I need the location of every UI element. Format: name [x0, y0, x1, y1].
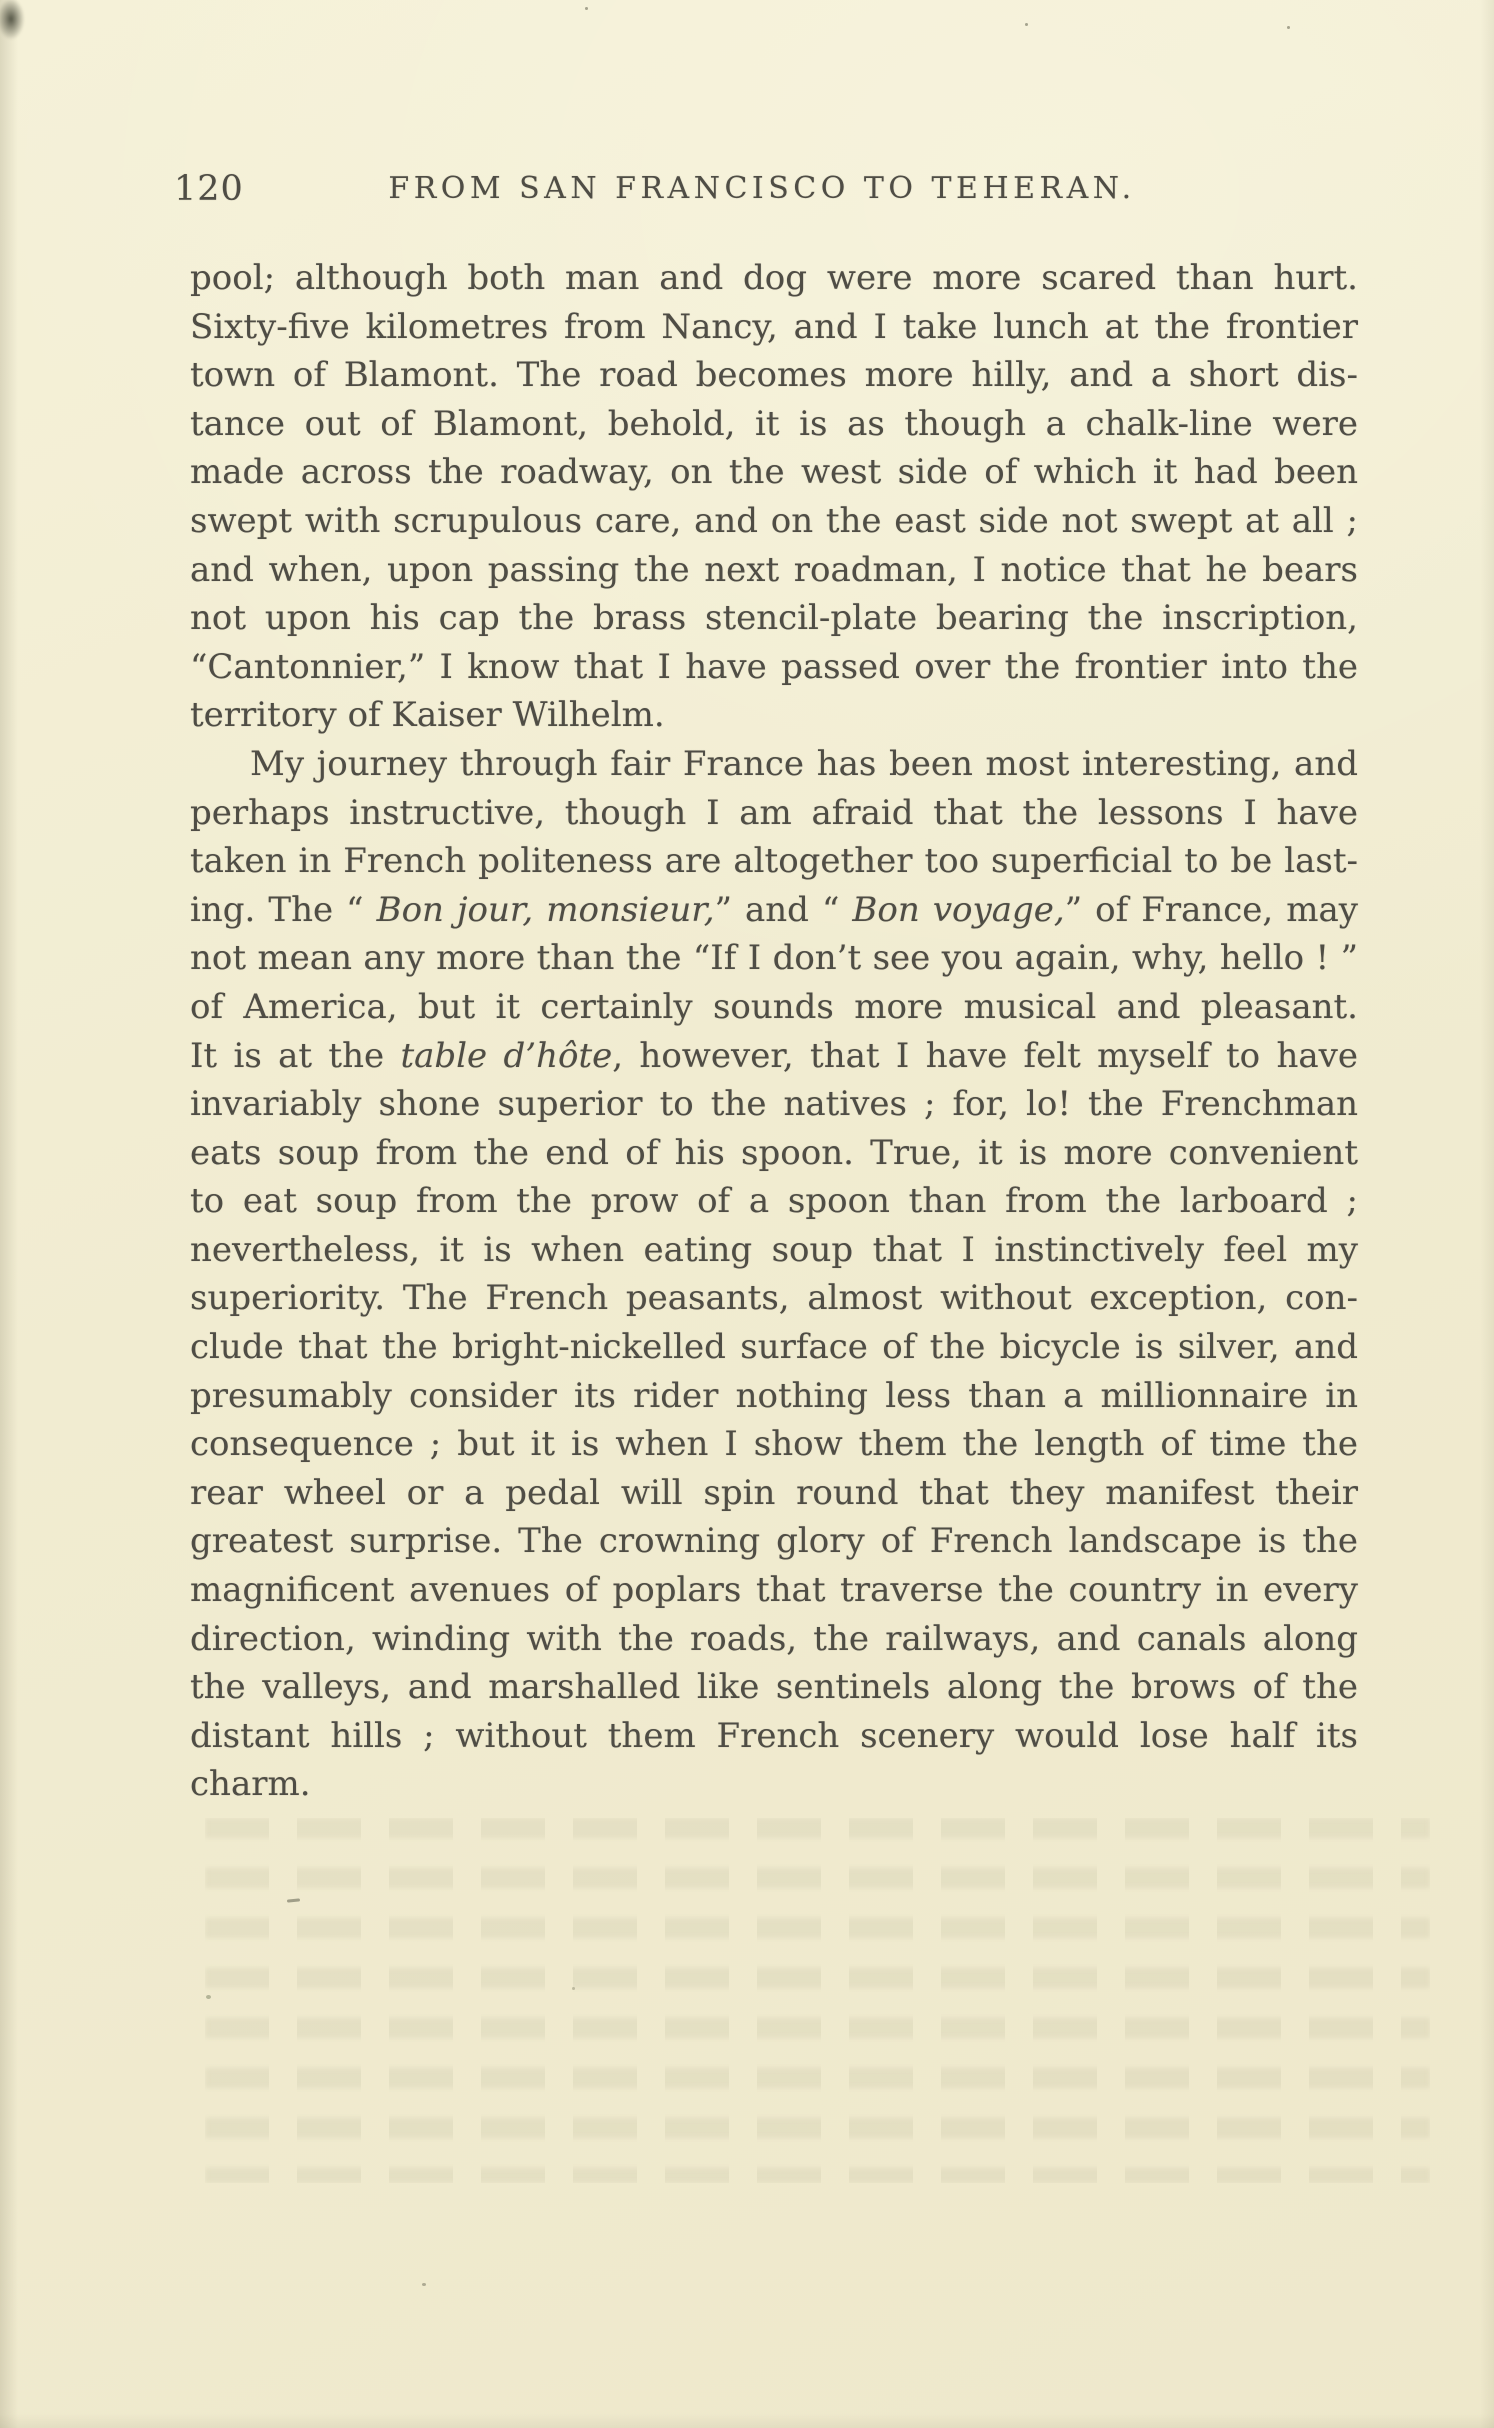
text-segment: clude that the bright-nickelled surface of the bicycle is silver, and [190, 1327, 1358, 1368]
text-line [190, 740, 1358, 789]
dust-speck [585, 7, 588, 10]
text-segment: and when, upon passing the next roadman, I notice that he bears [190, 549, 1358, 590]
text-segment: magnificent avenues of poplars that traverse the country in every [190, 1570, 1358, 1611]
text-segment: presumably consider its rider nothing less than a millionnaire in [190, 1375, 1358, 1416]
text-line [190, 691, 1358, 740]
text-segment: pool; although both man and dog were more scared than hurt. [190, 258, 1358, 298]
scan-corner-smudge [0, 0, 30, 48]
scan-edge-shadow-left [0, 0, 18, 2428]
text-line [190, 254, 1358, 303]
text-segment: not mean any more than the “If I don’t see you again, why, hello ! ” [190, 938, 1358, 979]
text-segment: not upon his cap the brass stencil-plate bearing the inscription, [190, 598, 1358, 639]
text-segment: My journey through fair France has been most interesting, and [250, 743, 1358, 784]
verso-bleedthrough-ghost-text [205, 1818, 1430, 2183]
text-segment: nevertheless, it is when eating soup that I instinctively feel my [190, 1229, 1358, 1270]
text-segment: “Cantonnier,” I know that I have passed over the frontier into the [190, 646, 1358, 687]
text-segment: charm. [190, 1764, 311, 1805]
text-line [190, 1615, 1358, 1664]
text-line [190, 1226, 1358, 1275]
text-segment: swept with scrupulous care, and on the east side not swept at all ; [190, 500, 1358, 541]
text-segment: ing. The “ [190, 889, 377, 930]
text-line [190, 1032, 1358, 1081]
running-title: FROM SAN FRANCISCO TO TEHERAN. [388, 171, 1136, 206]
dust-speck [1287, 26, 1290, 29]
text-line [190, 1323, 1358, 1372]
text-segment: superiority. The French peasants, almost without exception, con- [190, 1278, 1358, 1319]
text-segment: Bon voyage, [852, 889, 1065, 930]
text-line [190, 1080, 1358, 1129]
text-segment: ” of France, may [1064, 889, 1358, 930]
text-segment: to eat soup from the prow of a spoon than from the larboard ; [190, 1181, 1358, 1222]
text-line [190, 837, 1358, 886]
text-segment: the valleys, and marshalled like sentinels along the brows of the [190, 1667, 1358, 1708]
dust-speck [1025, 23, 1028, 26]
text-line [190, 1469, 1358, 1518]
text-line [190, 886, 1358, 935]
text-segment: tance out of Blamont, behold, it is as though a chalk-line were [190, 403, 1358, 444]
text-line [190, 1372, 1358, 1421]
text-line [190, 1274, 1358, 1323]
text-segment: made across the roadway, on the west side of which it had been [190, 452, 1358, 493]
text-segment: territory of Kaiser Wilhelm. [190, 695, 665, 736]
text-line [190, 643, 1358, 692]
text-line [190, 1517, 1358, 1566]
text-line [190, 448, 1358, 497]
running-head [174, 168, 1358, 216]
scan-edge-shadow-bottom [0, 2414, 1494, 2428]
text-segment: perhaps instructive, though I am afraid that the lessons I have [190, 792, 1358, 833]
scan-edge-shadow-right [1480, 0, 1494, 2428]
text-line [190, 789, 1358, 838]
text-segment: direction, winding with the roads, the railways, and canals along [190, 1618, 1358, 1659]
text-line [190, 934, 1358, 983]
text-line [190, 1177, 1358, 1226]
text-segment: town of Blamont. The road becomes more hilly, and a short dis- [190, 355, 1358, 396]
body-text-block [190, 254, 1358, 1809]
text-segment: table d’hôte [400, 1035, 613, 1076]
text-line [190, 1566, 1358, 1615]
text-line [190, 400, 1358, 449]
dust-speck [572, 1987, 575, 1990]
text-line [190, 1129, 1358, 1178]
text-segment: of America, but it certainly sounds more musical and pleasant. [190, 986, 1358, 1027]
text-line [190, 303, 1358, 352]
text-line [190, 1760, 1358, 1809]
text-line [190, 1663, 1358, 1712]
text-line [190, 546, 1358, 595]
text-segment: Bon jour, monsieur, [376, 889, 715, 930]
text-segment: ” and “ [714, 889, 853, 930]
text-line [190, 351, 1358, 400]
text-segment: eats soup from the end of his spoon. True, it is more convenient [190, 1132, 1358, 1173]
text-line [190, 594, 1358, 643]
text-line [190, 1420, 1358, 1469]
text-segment: , however, that I have felt myself to have [612, 1035, 1358, 1076]
page-number: 120 [174, 169, 244, 209]
text-segment: invariably shone superior to the natives ; for, lo! the Frenchman [190, 1084, 1358, 1125]
text-segment: taken in French politeness are altogether too superficial to be last- [190, 841, 1358, 882]
text-segment: consequence ; but it is when I show them the length of time the [190, 1424, 1358, 1465]
text-segment: greatest surprise. The crowning glory of French landscape is the [190, 1521, 1358, 1562]
dust-speck [422, 2283, 426, 2286]
text-segment: Sixty-five kilometres from Nancy, and I take lunch at the frontier [190, 306, 1358, 347]
text-segment: rear wheel or a pedal will spin round that they manifest their [190, 1472, 1358, 1513]
text-segment: distant hills ; without them French scenery would lose half its [190, 1715, 1358, 1756]
text-segment: It is at the [190, 1035, 401, 1076]
text-line [190, 983, 1358, 1032]
text-line [190, 1712, 1358, 1761]
text-line [190, 497, 1358, 546]
dust-speck [206, 1995, 211, 1999]
